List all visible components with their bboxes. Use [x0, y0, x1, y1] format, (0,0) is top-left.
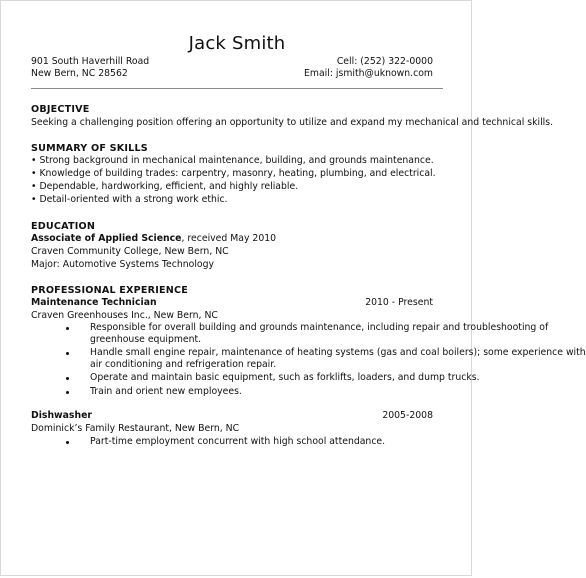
school-name: Craven Community College, New Bern, NC	[31, 246, 229, 257]
bullet-icon	[66, 441, 69, 444]
experience-heading: PROFESSIONAL EXPERIENCE	[31, 285, 188, 296]
job-employer: Dominick’s Family Restaurant, New Bern, NC	[31, 423, 240, 434]
skill-item: • Detail-oriented with a strong work ethic.	[31, 194, 228, 205]
address-line-1: 901 South Haverhill Road	[31, 56, 150, 67]
address-line-2: New Bern, NC 28562	[31, 68, 128, 79]
duty-line: Handle small engine repair, maintenance of heating systems (gas and coal boilers); some experience with	[90, 347, 586, 358]
bullet-icon	[66, 377, 69, 380]
bullet-icon	[66, 327, 69, 330]
skill-item: • Dependable, hardworking, efficient, and highly reliable.	[31, 181, 299, 192]
job-title: Maintenance Technician	[31, 297, 157, 308]
degree-name: Associate of Applied Science	[31, 233, 182, 244]
header-divider	[31, 88, 443, 89]
duty-line: Train and orient new employees.	[90, 386, 242, 397]
candidate-name: Jack Smith	[188, 33, 286, 54]
cell-phone: Cell: (252) 322-0000	[336, 56, 433, 67]
education-heading: EDUCATION	[31, 221, 96, 232]
skill-item: • Strong background in mechanical maintenance, building, and grounds maintenance.	[31, 155, 434, 166]
email-address: Email: jsmith@uknown.com	[304, 68, 433, 79]
degree-line	[31, 234, 276, 245]
skills-heading: SUMMARY OF SKILLS	[31, 143, 148, 154]
degree-date: , received May 2010	[181, 233, 277, 244]
objective-text: Seeking a challenging position offering an opportunity to utilize and expand my mechanical and technical skills.	[31, 117, 554, 128]
job-dates: 2005-2008	[382, 410, 433, 421]
bullet-icon	[66, 352, 69, 355]
job-title: Dishwasher	[31, 410, 92, 421]
duty-line: Responsible for overall building and grounds maintenance, including repair and troubleshooting of	[90, 322, 549, 333]
skill-item: • Knowledge of building trades: carpentry, masonry, heating, plumbing, and electrical.	[31, 168, 436, 179]
duty-line: Part-time employment concurrent with high school attendance.	[90, 436, 386, 447]
duty-line-continued: air conditioning and refrigeration repair.	[90, 359, 277, 370]
duty-line-continued: greenhouse equipment.	[90, 334, 202, 345]
major: Major: Automotive Systems Technology	[31, 259, 215, 270]
job-employer: Craven Greenhouses Inc., New Bern, NC	[31, 310, 218, 321]
duty-line: Operate and maintain basic equipment, such as forklifts, loaders, and dump trucks.	[90, 372, 480, 383]
objective-heading: OBJECTIVE	[31, 104, 90, 115]
job-dates: 2010 - Present	[365, 297, 433, 308]
bullet-icon	[66, 391, 69, 394]
